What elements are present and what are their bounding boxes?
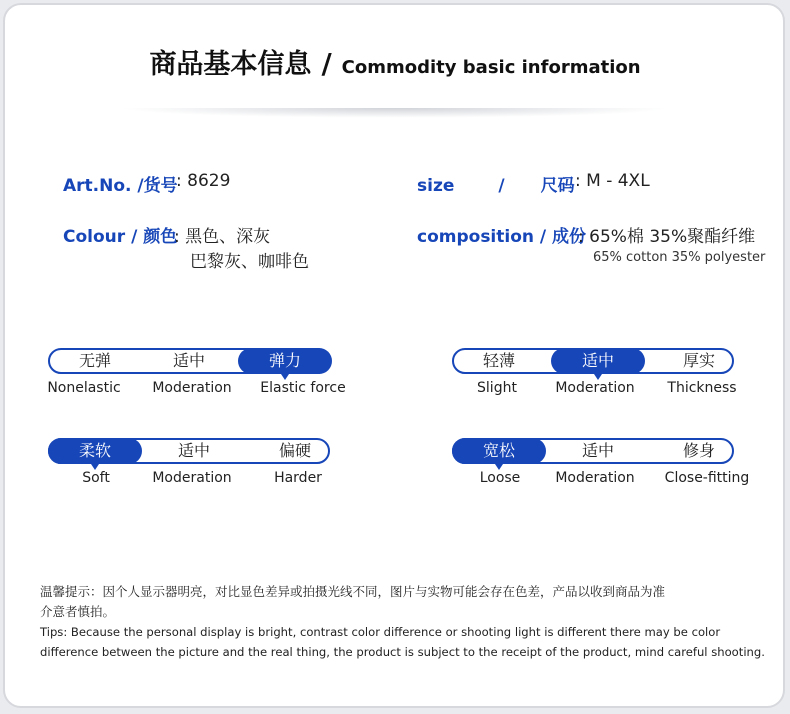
title-en: Commodity basic information [341,57,641,78]
fit-caption-moderate: Moderation [555,470,635,486]
elasticity-option-moderate: 适中 [172,351,205,370]
composition-value: : 65%棉 35%聚酯纤维 [578,227,756,247]
colour-label: Colour / 颜色 [63,227,178,247]
composition-label: composition / 成份 [417,227,587,247]
softness-option-soft: 柔软 [48,438,142,464]
fit-caption-loose: Loose [479,470,521,486]
fit-option-fitted: 修身 [682,441,715,460]
colour-value-line2: 巴黎灰、咖啡色 [190,252,309,272]
notice-en-line2: difference between the picture and the real thing, the product is subject to the receipt of the product, mind careful shooting. [40,645,765,659]
softness-option-moderate: 适中 [177,441,210,460]
size-value: : M - 4XL [575,171,650,191]
fit-caption-fitted: Close-fitting [664,470,750,486]
notice-cn-line2: 介意者慎拍。 [40,604,116,619]
fit-scale [452,438,734,464]
elasticity-scale [48,348,330,374]
softness-caption-moderate: Moderation [152,470,232,486]
thickness-option-moderate: 适中 [551,348,645,374]
elasticity-option-elastic: 弹力 [238,348,332,374]
softness-caption-soft: Soft [82,470,110,486]
artno-value: : 8629 [176,171,231,191]
notice-en-line1: Tips: Because the personal display is bright, contrast color difference or shooting light is different there may be color [40,625,721,639]
title-slash: / [321,47,332,80]
softness-option-hard: 偏硬 [278,441,311,460]
elasticity-option-none: 无弹 [78,351,111,370]
fit-option-moderate: 适中 [581,441,614,460]
thickness-caption-slight: Slight [477,380,517,396]
colour-value-line1: : 黑色、深灰 [174,227,271,247]
thickness-option-slight: 轻薄 [482,351,515,370]
thickness-scale [452,348,734,374]
softness-scale [48,438,330,464]
fit-option-loose: 宽松 [452,438,546,464]
thickness-option-thick: 厚实 [682,351,715,370]
thickness-caption-moderate: Moderation [555,380,635,396]
notice-cn-line1: 温馨提示：因个人显示器明亮，对比显色差异或拍摄光线不同，图片与实物可能会存在色差，产品以收到商品为准 [40,584,666,599]
title-divider [5,108,785,122]
softness-caption-hard: Harder [274,470,322,486]
thickness-caption-thick: Thickness [667,380,737,396]
elasticity-caption-elastic: Elastic force [260,380,346,396]
composition-value-en: 65% cotton 35% polyester [593,250,766,265]
elasticity-caption-moderate: Moderation [152,380,232,396]
size-label [417,171,575,196]
elasticity-caption-none: Nonelastic [47,380,121,396]
size-label-en: size [417,176,455,196]
page-title [0,42,790,81]
artno-label: Art.No. /货号 [63,176,178,196]
size-label-cn: 尺码 [540,176,575,196]
size-label-slash: / [498,176,505,196]
title-cn: 商品基本信息 [149,49,312,80]
